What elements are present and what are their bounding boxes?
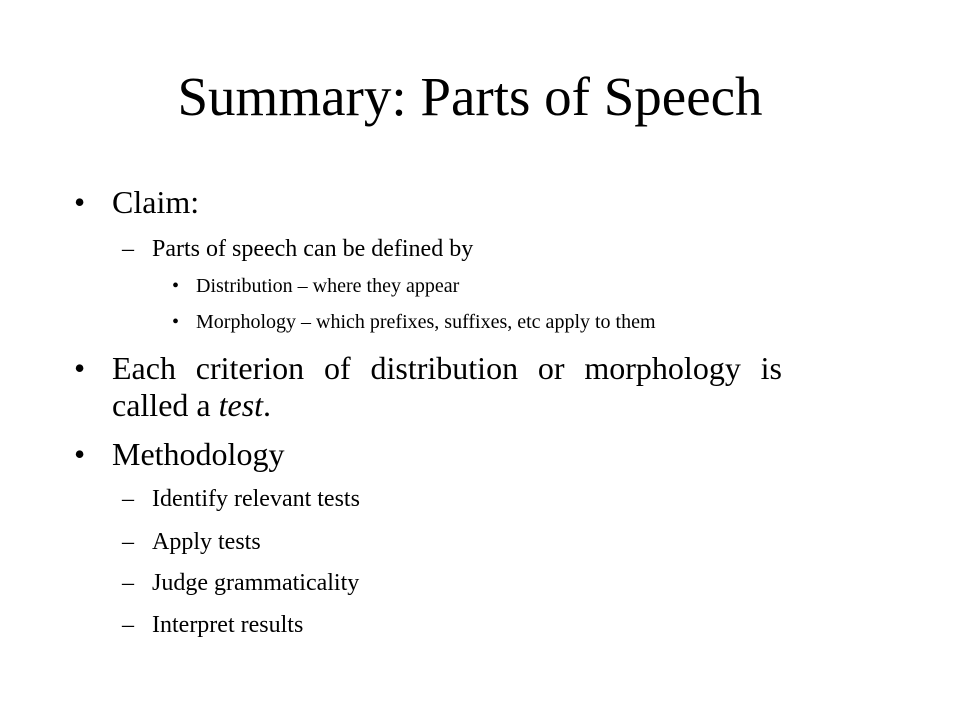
methodology-step: Interpret results — [152, 612, 304, 638]
bullet-marker: • — [74, 184, 86, 220]
criterion-line-2 — [112, 385, 271, 425]
dash-marker: – — [122, 236, 134, 262]
dash-marker: – — [122, 612, 134, 638]
methodology-step: Identify relevant tests — [152, 486, 360, 512]
criterion-emphasis: test — [218, 387, 264, 423]
dash-marker: – — [122, 570, 134, 596]
slide-title: Summary: Parts of Speech — [177, 66, 763, 127]
methodology-label: Methodology — [112, 436, 285, 472]
dash-marker: – — [122, 529, 134, 555]
bullet-marker: • — [74, 350, 86, 386]
criterion-prefix: called a — [112, 387, 219, 423]
methodology-step: Judge grammaticality — [152, 570, 360, 596]
criterion-line-1: Each criterion of distribution or morphology is — [112, 350, 782, 386]
criterion-suffix: . — [263, 387, 272, 423]
dash-marker: – — [122, 486, 134, 512]
claim-detail-item: Morphology – which prefixes, suffixes, etc apply to them — [196, 311, 656, 333]
methodology-step: Apply tests — [152, 529, 261, 555]
claim-detail-item: Distribution – where they appear — [196, 275, 460, 297]
claim-sub-item: Parts of speech can be defined by — [152, 236, 474, 262]
bullet-marker: • — [172, 275, 180, 297]
bullet-marker: • — [172, 311, 180, 333]
claim-label: Claim: — [112, 184, 200, 220]
bullet-marker: • — [74, 436, 86, 472]
